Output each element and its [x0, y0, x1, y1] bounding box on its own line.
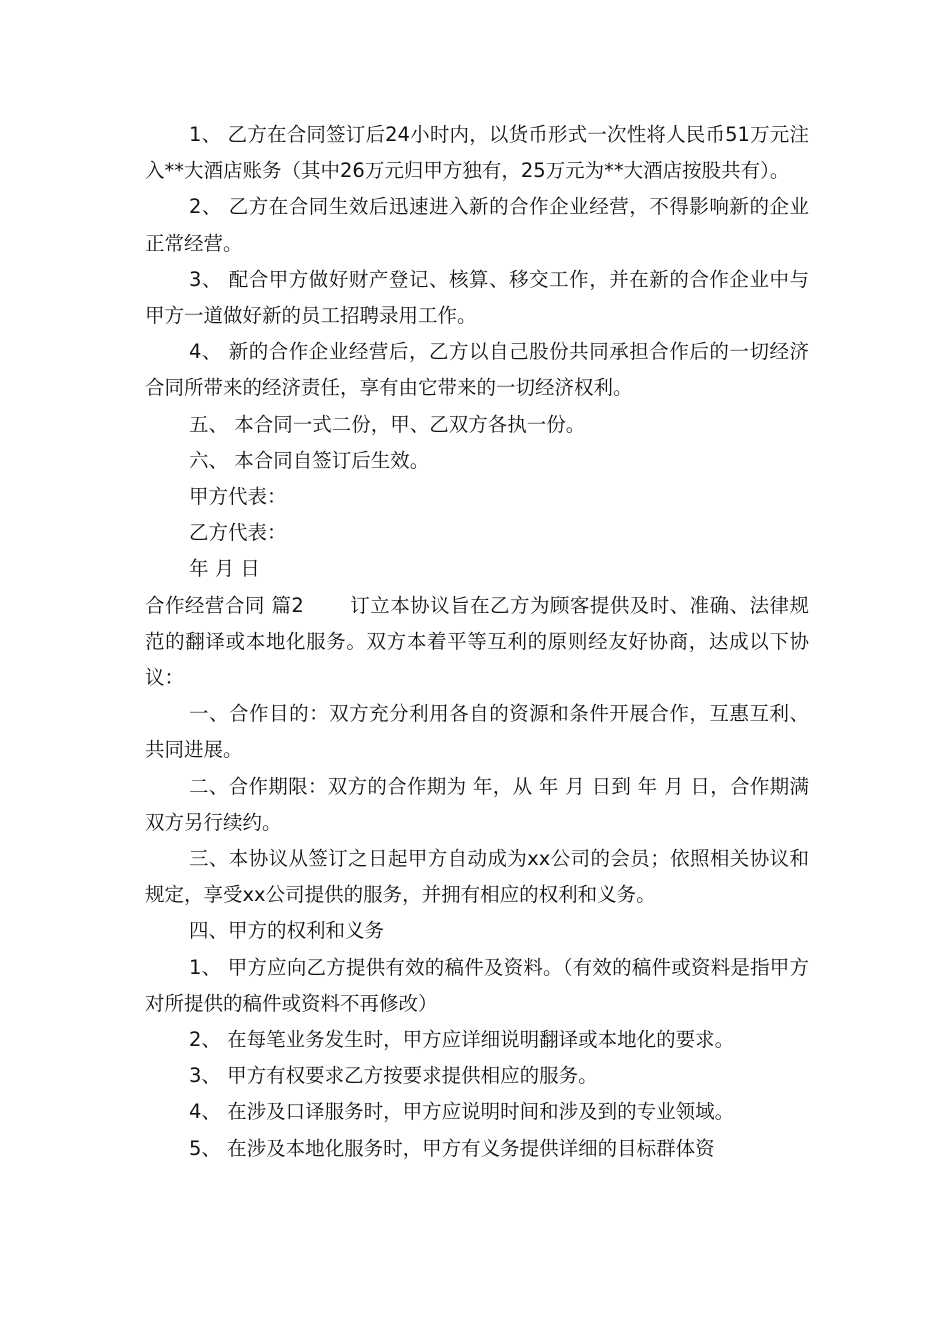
paragraph-clause-3: 3、 配合甲方做好财产登记、核算、移交工作，并在新的合作企业中与甲方一道做好新的员工招聘录用工作。 — [145, 267, 809, 328]
paragraph-clause-2: 2、 乙方在合同生效后迅速进入新的合作企业经营，不得影响新的企业正常经营。 — [145, 195, 809, 255]
section-intro: 订立本协议旨在乙方为顾客提供及时、准确、法律规范的翻译或本地化服务。双方本着平等互利的原则经友好协商，达成以下协议： — [145, 593, 809, 690]
paragraph-article-5: 五、 本合同一式二份，甲、乙双方各执一份。 — [189, 412, 586, 436]
paragraph-article-6: 六、 本合同自签订后生效。 — [189, 448, 430, 472]
paragraph-purpose: 一、合作目的：双方充分利用各自的资源和条件开展合作，互惠互利、共同进展。 — [145, 702, 809, 762]
paragraph-party-a-item-2: 2、 在每笔业务发生时，甲方应详细说明翻译或本地化的要求。 — [189, 1028, 735, 1052]
party-a-representative: 甲方代表： — [189, 485, 287, 509]
paragraph-party-a-rights-heading: 四、甲方的权利和义务 — [189, 919, 385, 943]
section-2-intro-paragraph — [145, 588, 809, 697]
paragraph-party-a-item-1: 1、 甲方应向乙方提供有效的稿件及资料。（有效的稿件或资料是指甲方对所提供的稿件或资料不再修改） — [145, 955, 809, 1015]
paragraph-clause-4: 4、 新的合作企业经营后，乙方以自己股份共同承担合作后的一切经济合同所带来的经济责任，享有由它带来的一切经济权利。 — [145, 340, 809, 400]
paragraph-party-a-item-5: 5、 在涉及本地化服务时，甲方有义务提供详细的目标群体资 — [189, 1136, 715, 1160]
paragraph-party-a-item-4: 4、 在涉及口译服务时，甲方应说明时间和涉及到的专业领域。 — [189, 1100, 735, 1124]
paragraph-clause-1: 1、 乙方在合同签订后24小时内，以货币形式一次性将人民币51万元注入**大酒店账务（其中26万元归甲方独有，25万元为**大酒店按股共有）。 — [145, 123, 809, 183]
paragraph-party-a-item-3: 3、 甲方有权要求乙方按要求提供相应的服务。 — [189, 1064, 598, 1088]
signing-date: 年 月 日 — [189, 557, 260, 581]
document-body — [145, 117, 809, 1167]
paragraph-membership: 三、本协议从签订之日起甲方自动成为xx公司的会员；依照相关协议和规定，享受xx公司提供的服务，并拥有相应的权利和义务。 — [145, 847, 809, 907]
party-b-representative: 乙方代表： — [189, 521, 287, 545]
section-heading: 合作经营合同 篇2 — [145, 593, 304, 617]
paragraph-term: 二、合作期限：双方的合作期为 年，从 年 月 日到 年 月 日，合作期满双方另行续约。 — [145, 774, 809, 834]
